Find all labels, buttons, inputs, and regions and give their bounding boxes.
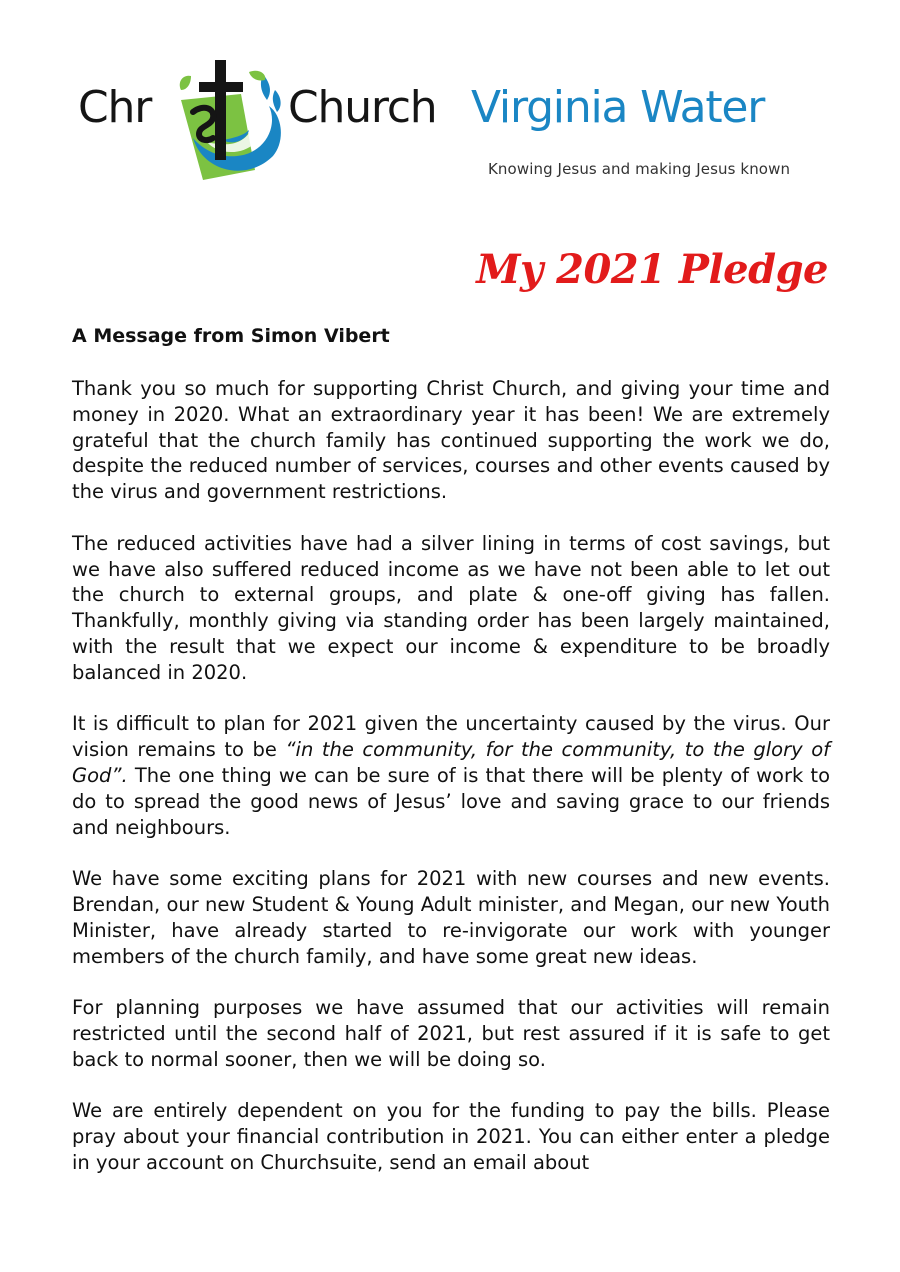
paragraph-6: We are entirely dependent on you for the funding to pay the bills. Please pray about your financial contribution in 2021. You can either enter a pledge in your account on Churchsuite, send an email about [72,1099,830,1174]
paragraph-1: Thank you so much for supporting Christ Church, and giving your time and money in 2020. What an extraordinary year it has been! We are extremely grateful that the church family has continued supporting the work we do, despite the reduced number of services, courses and other events caused by the virus and government restrictions. [72,377,830,504]
paragraph-3-start: It is difficult to plan for 2021 given the uncertainty caused by the virus. Our vision remains to be [72,712,830,762]
page-title: My 2021 Pledge [476,246,828,293]
logo-tagline: Knowing Jesus and making Jesus known [488,160,791,178]
logo-text-church: Church [288,82,437,133]
message-heading: A Message from Simon Vibert [72,325,390,347]
letter-body [72,323,830,1202]
logo-text-chr: Chr [78,82,152,133]
paragraph-3 [72,711,830,840]
church-logo [78,58,838,188]
paragraph-5: For planning purposes we have assumed that our activities will remain restricted until the second half of 2021, but rest assured if it is safe to get back to normal sooner, then we will be doing so. [72,996,830,1071]
logo-text-virginia-water: Virginia Water [471,82,765,133]
paragraph-4: We have some exciting plans for 2021 with new courses and new events. Brendan, our new Student & Young Adult minister, and Megan, our new Youth Minister, have already started to re-invigorate our work with younger members of the church family, and have some great new ideas. [72,867,830,968]
cross-wave-logo-icon [163,60,293,188]
vision-quote: “in the community, for the community, to the glory of God”. [72,738,830,787]
paragraph-2: The reduced activities have had a silver lining in terms of cost savings, but we have also suffered reduced income as we have not been able to let out the church to external groups, and plate & one-off giving has fallen. Thankfully, monthly giving via standing order has been largely maintained, with the result that we expect our income & expenditure to be broadly balanced in 2020. [72,531,830,684]
paragraph-3-end: The one thing we can be sure of is that there will be plenty of work to do to spread the good news of Jesus’ love and saving grace to our friends and neighbours. [72,763,830,839]
